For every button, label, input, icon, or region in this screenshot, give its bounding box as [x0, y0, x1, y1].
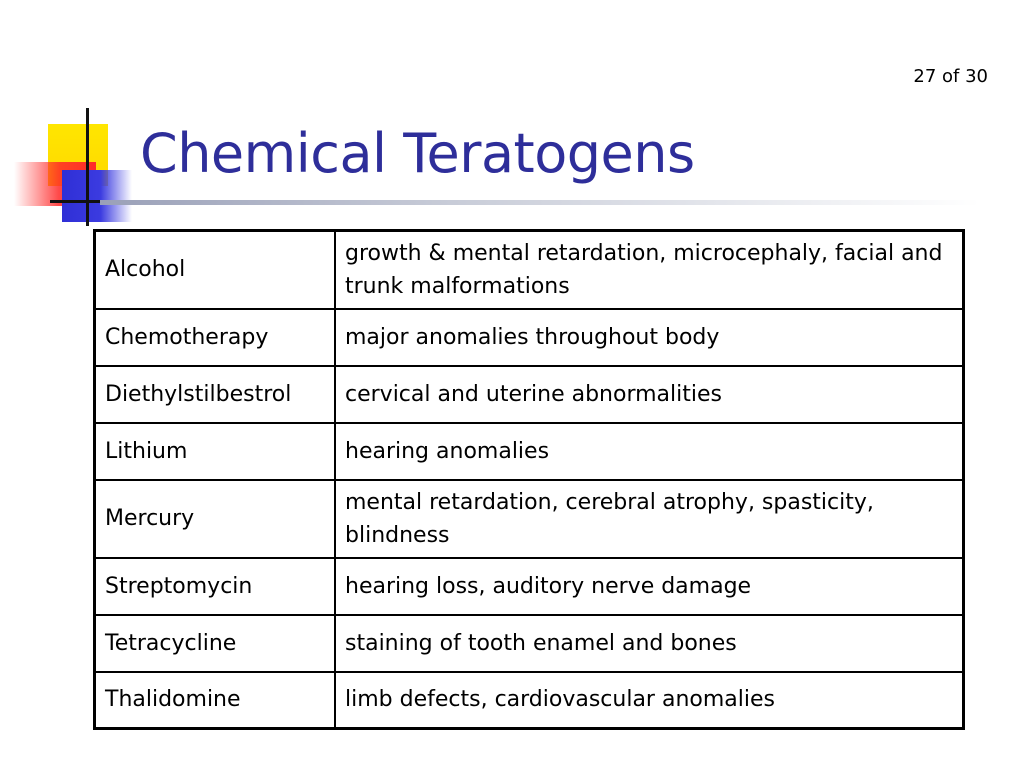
agent-cell: Tetracycline — [95, 615, 336, 672]
table-row — [95, 309, 964, 366]
table-row — [95, 423, 964, 480]
table-row — [95, 672, 964, 729]
effect-cell: mental retardation, cerebral atrophy, spasticity, blindness — [335, 480, 964, 558]
table-row — [95, 558, 964, 615]
agent-cell: Alcohol — [95, 231, 336, 309]
teratogens-table — [93, 229, 965, 730]
title-underline-rule — [100, 200, 980, 205]
decor-blue-square — [62, 170, 132, 222]
decor-vertical-line — [86, 108, 89, 226]
table-row — [95, 366, 964, 423]
agent-cell: Chemotherapy — [95, 309, 336, 366]
effect-cell: limb defects, cardiovascular anomalies — [335, 672, 964, 729]
effect-cell: growth & mental retardation, microcephaly, facial and trunk malformations — [335, 231, 964, 309]
slide-title: Chemical Teratogens — [140, 122, 695, 185]
page-indicator: 27 of 30 — [913, 66, 988, 87]
agent-cell: Streptomycin — [95, 558, 336, 615]
agent-cell: Mercury — [95, 480, 336, 558]
agent-cell: Lithium — [95, 423, 336, 480]
agent-cell: Thalidomine — [95, 672, 336, 729]
table-row — [95, 480, 964, 558]
table-row — [95, 231, 964, 309]
effect-cell: staining of tooth enamel and bones — [335, 615, 964, 672]
effect-cell: hearing loss, auditory nerve damage — [335, 558, 964, 615]
effect-cell: cervical and uterine abnormalities — [335, 366, 964, 423]
agent-cell: Diethylstilbestrol — [95, 366, 336, 423]
effect-cell: hearing anomalies — [335, 423, 964, 480]
effect-cell: major anomalies throughout body — [335, 309, 964, 366]
table-row — [95, 615, 964, 672]
